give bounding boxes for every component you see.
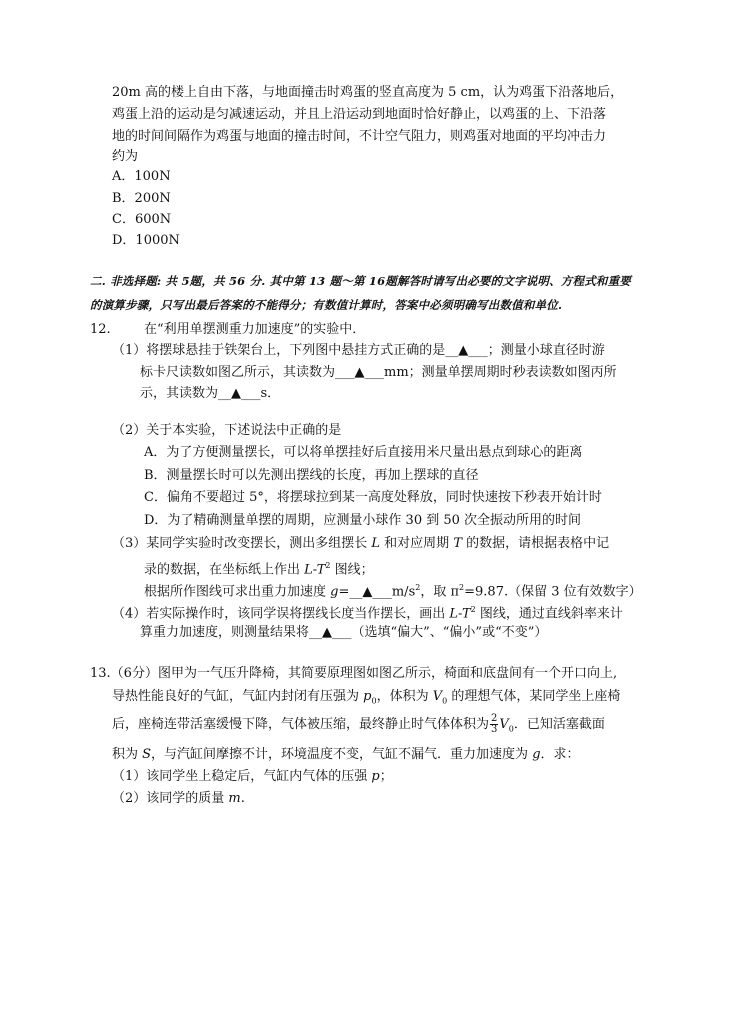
q11-stem-line-3: 地的时间间隔作为鸡蛋与地面的撞击时间，不计空气阻力，则鸡蛋对地面的平均冲击力	[112, 129, 607, 144]
q12-part1-line-1: （1）将摆球悬挂于铁架台上，下列图中悬挂方式正确的是__▲___；测量小球直径时游	[112, 343, 605, 358]
q11-option-c: C．600N	[112, 212, 172, 227]
q11-stem-line-2: 鸡蛋上沿的运动是匀减速运动，并且上沿运动到地面时恰好静止，以鸡蛋的上、下沿落	[112, 107, 607, 122]
q12-part1-line-2: 标卡尺读数如图乙所示，其读数为___▲___mm；测量单摆周期时秒表读数如图丙所	[140, 365, 617, 380]
q11-option-a: A．100N	[112, 169, 171, 184]
q11-option-b: B．200N	[112, 191, 171, 206]
q12-title: 在“利用单摆测重力加速度”的实验中．	[144, 322, 366, 337]
q12-part2-option-c: C．偏角不要超过 5°，将摆球拉到某一高度处释放，同时快速按下秒表开始计时	[144, 490, 602, 505]
q13-line-4: 积为 S，与汽缸间摩擦不计，环境温度不变，气缸不漏气．重力加速度为 g．求：	[112, 747, 580, 762]
q13-subquestion-2: （2）该同学的质量 m.	[112, 791, 245, 806]
q13-line-2: 导热性能良好的气缸，气缸内封闭有压强为 $p_0$，体积为 $V_0$ 的理想气体，某同学坐上座椅	[112, 689, 621, 706]
q12-part3-line-3: 根据所作图线可求出重力加速度 $g=\_\_▲\_\_\_m/s^2$，取 $\pi^2=9.87$.（保留 3 位有效数字）	[144, 583, 642, 600]
q13-subquestion-1: （1）该同学坐上稳定后，气缸内气体的压强 p；	[112, 769, 393, 784]
q12-part3-line-2: 录的数据，在坐标纸上作出 $L-T^2$ 图线；	[144, 561, 374, 578]
q12-part2-option-a: A．为了方便测量摆长，可以将单摆挂好后直接用米尺量出悬点到球心的距离	[144, 445, 583, 460]
q12-part4-line-2: 算重力加速度，则测量结果将__▲___（选填“偏大”、“偏小”或“不变”）	[140, 625, 548, 640]
q13-line-1: 13.（6分）图甲为一气压升降椅，其简要原理图如图乙所示，椅面和底盘间有一个开口向上,	[90, 666, 618, 681]
q12-part1-line-3: 示，其读数为__▲___s．	[140, 386, 281, 401]
q11-stem-line-1: 20m 高的楼上自由下落，与地面撞击时鸡蛋的竖直高度为 5 cm，认为鸡蛋下沿落地后，	[112, 85, 624, 100]
section2-heading-line-1: 二. 非选择题: 共 5题，共 56 分. 其中第 13 题～第 16题解答时请写出必要的文字说明、方程式和重要	[90, 274, 631, 288]
q11-stem-line-4: 约为	[112, 149, 139, 164]
q12-part2-option-b: B．测量摆长时可以先测出摆线的长度，再加上摆球的直径	[144, 468, 479, 483]
q12-number: 12.	[90, 322, 111, 337]
q13-line-3: 后，座椅连带活塞缓慢下降，气体被压缩，最终静止时气体体积为 $\frac{2}{3}$ $V_0$．已知活塞截面	[112, 713, 605, 735]
q12-part2-stem: （2）关于本实验，下述说法中正确的是	[112, 423, 342, 438]
q12-part4-line-1: （4）若实际操作时，该同学误将摆线长度当作摆长，画出 $L-T^2$ 图线，通过直线斜率来计	[112, 605, 623, 622]
q11-option-d: D．1000N	[112, 233, 180, 248]
section2-heading-line-2: 的演算步骤，只写出最后答案的不能得分；有数值计算时，答案中必须明确写出数值和单位.	[90, 298, 563, 312]
two-thirds-fraction: $\frac{2}{3}$	[491, 713, 498, 735]
q12-part2-option-d: D．为了精确测量单摆的周期，应测量小球作 30 到 50 次全振动所用的时间	[144, 513, 582, 528]
q12-part3-line-1: （3）某同学实验时改变摆长，测出多组摆长 L 和对应周期 T 的数据，请根据表格中记	[112, 536, 610, 551]
